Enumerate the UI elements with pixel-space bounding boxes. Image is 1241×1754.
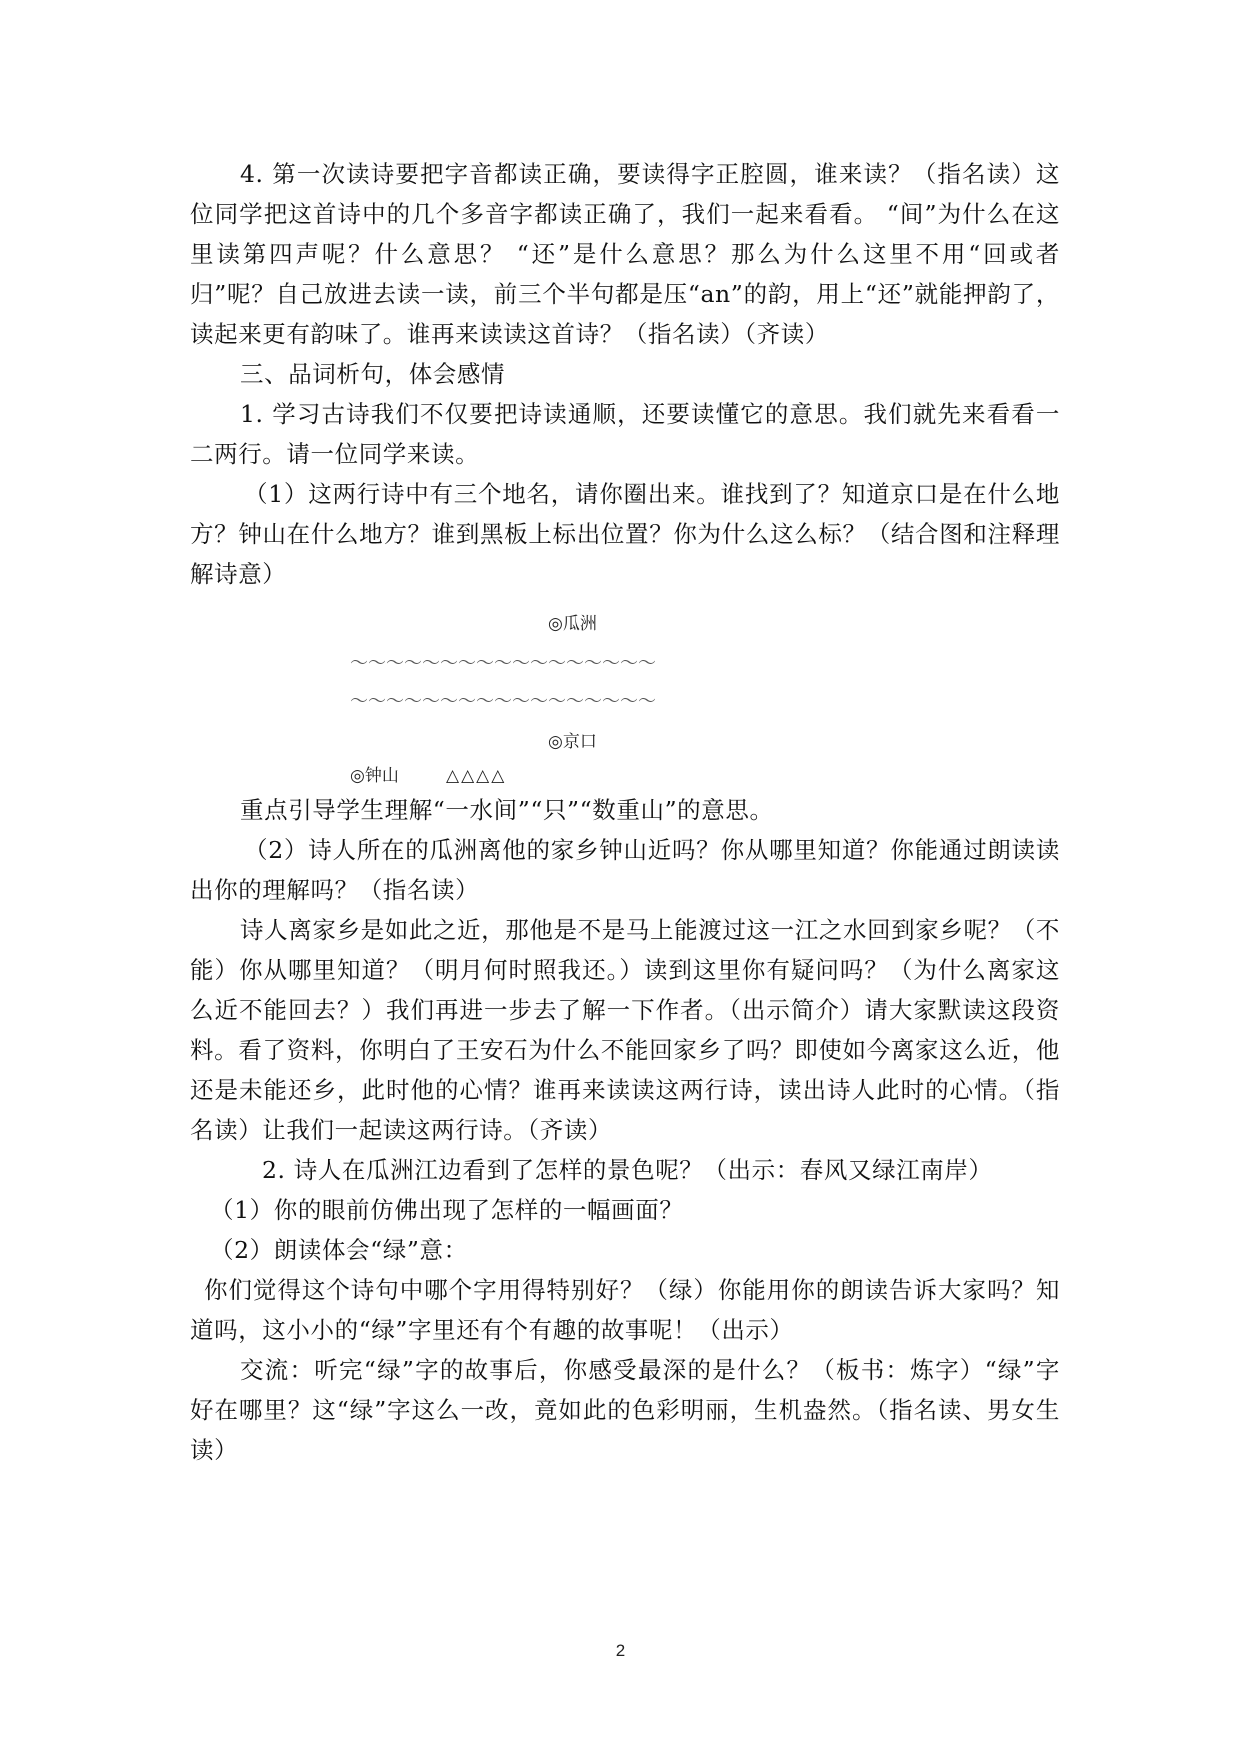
- paragraph-sub-1: （1）这两行诗中有三个地名，请你圈出来。谁找到了？知道京口是在什么地方？钟山在什么地方？谁到黑板上标出位置？你为什么这么标？（结合图和注释理解诗意）: [190, 480, 1060, 588]
- river-wave-line: ～～～～～～～～～～～～～～～～～: [350, 691, 656, 712]
- paragraph-poet-home: 诗人离家乡是如此之近，那他是不是马上能渡过这一江之水回到家乡呢？（不能）你从哪里知道？（明月何时照我还。）读到这里你有疑问吗？（为什么离家这么近不能回去？）我们再进一步去了解一下作者。（出示简介）请大家默读这段资料。看了资料，你明白了王安石为什么不能回家乡了吗？即使如今离家这么近，他还是未能还乡，此时他的心情？谁再来读读这两行诗，读出诗人此时的心情。（指名读）让我们一起读这两行诗。（齐读）: [190, 916, 1060, 1144]
- label-zhongshan: ◎钟山: [350, 766, 399, 786]
- mountain-symbols: △△△△: [446, 766, 507, 786]
- page-content: [190, 154, 1060, 1470]
- place-diagram: [190, 606, 1060, 786]
- paragraph-green-word: 你们觉得这个诗句中哪个字用得特别好？（绿）你能用你的朗读告诉大家吗？知道吗，这小小的“绿”字里还有个有趣的故事呢！（出示）: [190, 1276, 1060, 1344]
- page-number: 2: [615, 1641, 626, 1660]
- paragraph-question-2: （2）朗读体会“绿”意：: [210, 1236, 468, 1264]
- paragraph-step-2: 2. 诗人在瓜洲江边看到了怎样的景色呢？（出示：春风又绿江南岸）: [262, 1156, 993, 1184]
- paragraph-discussion: 交流：听完“绿”字的故事后，你感受最深的是什么？（板书：炼字）“绿”字好在哪里？这“绿”字这么一改，竟如此的色彩明丽，生机盎然。（指名读、男女生读）: [190, 1356, 1060, 1464]
- label-jingkou: ◎京口: [548, 732, 597, 752]
- paragraph-focus: 重点引导学生理解“一水间”“只”“数重山”的意思。: [240, 796, 774, 824]
- label-guazhou: ◎瓜洲: [548, 614, 597, 634]
- paragraph-sub-2: （2）诗人所在的瓜洲离他的家乡钟山近吗？你从哪里知道？你能通过朗读读出你的理解吗？（指名读）: [190, 836, 1060, 904]
- paragraph-step-1: 1. 学习古诗我们不仅要把诗读通顺，还要读懂它的意思。我们就先来看看一二两行。请一位同学来读。: [190, 400, 1060, 468]
- section-heading-3: 三、品词析句，体会感情: [240, 360, 506, 388]
- river-wave-line: ～～～～～～～～～～～～～～～～～: [350, 653, 656, 674]
- paragraph-step-4: 4. 第一次读诗要把字音都读正确，要读得字正腔圆，谁来读？（指名读）这位同学把这首诗中的几个多音字都读正确了，我们一起来看看。 “间”为什么在这里读第四声呢？什么意思？ “还”是什么意思？那么为什么这里不用“回或者归”呢？自己放进去读一读，前三个半句都是压“an”的韵，用上“还”就能押韵了，读起来更有韵味了。谁再来读读这首诗？（指名读）（齐读）: [190, 160, 1060, 348]
- paragraph-question-1: （1）你的眼前仿佛出现了怎样的一幅画面？: [210, 1196, 684, 1224]
